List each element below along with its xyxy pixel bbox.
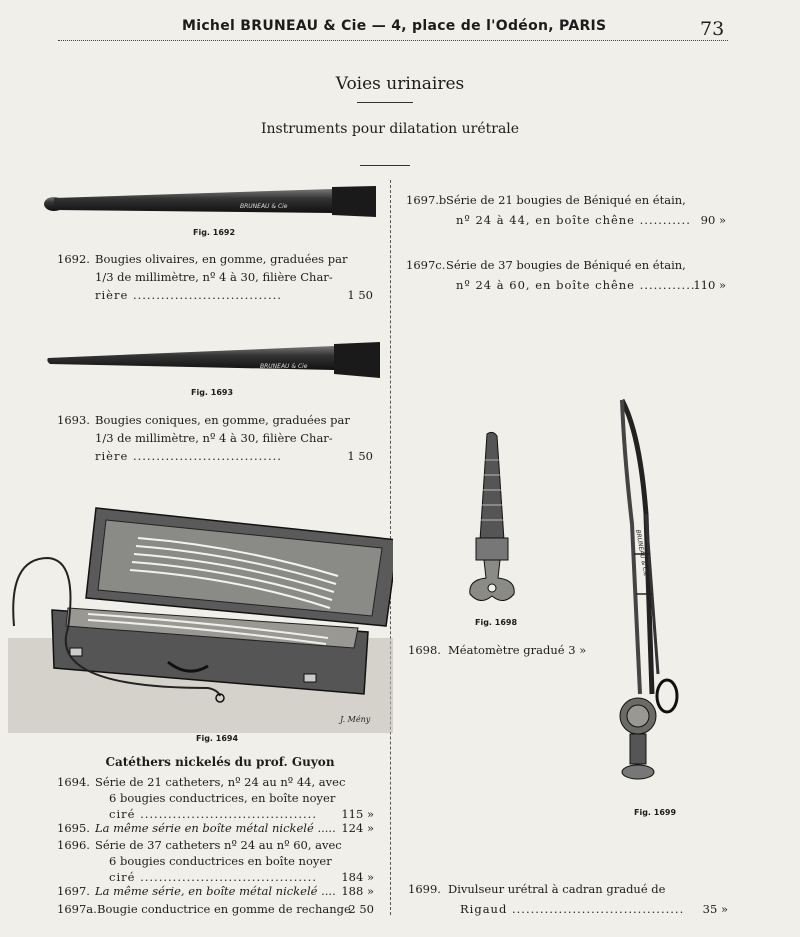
entry-line: Divulseur urétral à cadran gradué de (448, 882, 666, 896)
entry-number: 1694. (57, 775, 90, 789)
entry-price: 2 50 (348, 902, 374, 916)
entry-price: 1 50 (347, 449, 373, 463)
entry-number: 1697.b (406, 193, 447, 207)
entry-line: 6 bougies conductrices en boîte noyer (109, 854, 332, 868)
conical-bougie-illustration (44, 338, 384, 384)
entry-line: rière ................................ (95, 288, 282, 302)
fig-1698-caption: Fig. 1698 (475, 618, 518, 627)
entry-number: 1697. (57, 884, 90, 898)
title-rule (357, 102, 413, 103)
entry-line: La même série en boîte métal nickelé ..... (95, 821, 336, 835)
entry-line: Série de 21 bougies de Béniqué en étain, (446, 193, 686, 207)
entry-line: Rigaud ..................................... (460, 902, 685, 916)
entry-number: 1693. (57, 413, 90, 427)
entry-1693 (57, 411, 377, 467)
page-title: Voies urinaires (335, 74, 465, 94)
entry-price: 188 » (341, 884, 374, 898)
entry-line: 6 bougies conductrices, en boîte noyer (109, 791, 336, 805)
entry-1697a (57, 900, 382, 918)
entry-line: nº 24 à 60, en boîte chêne ............ (456, 278, 696, 292)
entry-1699 (408, 880, 728, 920)
fig-1692-caption: Fig. 1692 (193, 228, 236, 237)
entry-line: ciré ...................................... (109, 870, 317, 884)
entry-1697 (57, 882, 382, 900)
entry-line: Série de 37 bougies de Béniqué en étain, (446, 258, 686, 272)
entry-line: La même série, en boîte métal nickelé .... (95, 884, 336, 898)
entry-1697c (406, 256, 726, 296)
page-number: 73 (700, 18, 725, 40)
entry-1692 (57, 250, 377, 306)
entry-number: 1697a. (57, 902, 97, 916)
entry-number: 1695. (57, 821, 90, 835)
bougie-mark: BRUNEAU & Cie (260, 363, 308, 370)
entry-line: 1/3 de millimètre, nº 4 à 30, filière Char- (95, 270, 333, 284)
entry-line: Bougies coniques, en gomme, graduées par (95, 413, 350, 427)
divulseur-mark: BRUNEAU & Cie (634, 529, 650, 578)
entry-price: 115 » (341, 807, 374, 821)
divulseur-illustration (600, 394, 690, 804)
page-subtitle: Instruments pour dilatation urétrale (260, 121, 520, 137)
header-text: Michel BRUNEAU & Cie — 4, place de l'Odéon, PARIS (182, 18, 607, 34)
entry-price: 184 » (341, 870, 374, 884)
entry-1698 (408, 641, 628, 659)
catheters-heading: Catéthers nickelés du prof. Guyon (105, 755, 335, 769)
entry-line: Série de 37 catheters nº 24 au nº 60, avec (95, 838, 342, 852)
engraver-signature: J. Mény (340, 715, 371, 724)
entry-line: Bougie conductrice en gomme de rechange (97, 902, 351, 916)
entry-number: 1692. (57, 252, 90, 266)
entry-number: 1698. (408, 643, 441, 657)
meatometer-illustration (460, 430, 520, 610)
entry-price: 124 » (341, 821, 374, 835)
entry-number: 1696. (57, 838, 90, 852)
entry-1697b (406, 191, 726, 231)
entry-number: 1699. (408, 882, 441, 896)
entry-line: Bougies olivaires, en gomme, graduées par (95, 252, 348, 266)
entry-line: nº 24 à 44, en boîte chêne ........... (456, 213, 691, 227)
catheter-case-illustration (8, 498, 393, 736)
fig-1699-caption: Fig. 1699 (634, 808, 677, 817)
bougie-mark: BRUNEAU & Cie (240, 203, 288, 210)
entry-price: 35 » (702, 902, 728, 916)
entry-line: Méatomètre gradué 3 » (448, 643, 587, 657)
entry-line: rière ................................ (95, 449, 282, 463)
subtitle-rule (360, 165, 410, 166)
header-rule (58, 40, 728, 41)
entry-number: 1697c. (406, 258, 446, 272)
olive-bougie-illustration (40, 183, 380, 223)
fig-1694-caption: Fig. 1694 (196, 734, 239, 743)
entry-line: 1/3 de millimètre, nº 4 à 30, filière Char- (95, 431, 333, 445)
entry-price: 110 » (693, 278, 726, 292)
entry-price: 1 50 (347, 288, 373, 302)
entry-line: Série de 21 catheters, nº 24 au nº 44, avec (95, 775, 346, 789)
entry-1695 (57, 819, 382, 837)
entry-line: ciré ...................................... (109, 807, 317, 821)
entry-price: 90 » (700, 213, 726, 227)
fig-1693-caption: Fig. 1693 (191, 388, 234, 397)
